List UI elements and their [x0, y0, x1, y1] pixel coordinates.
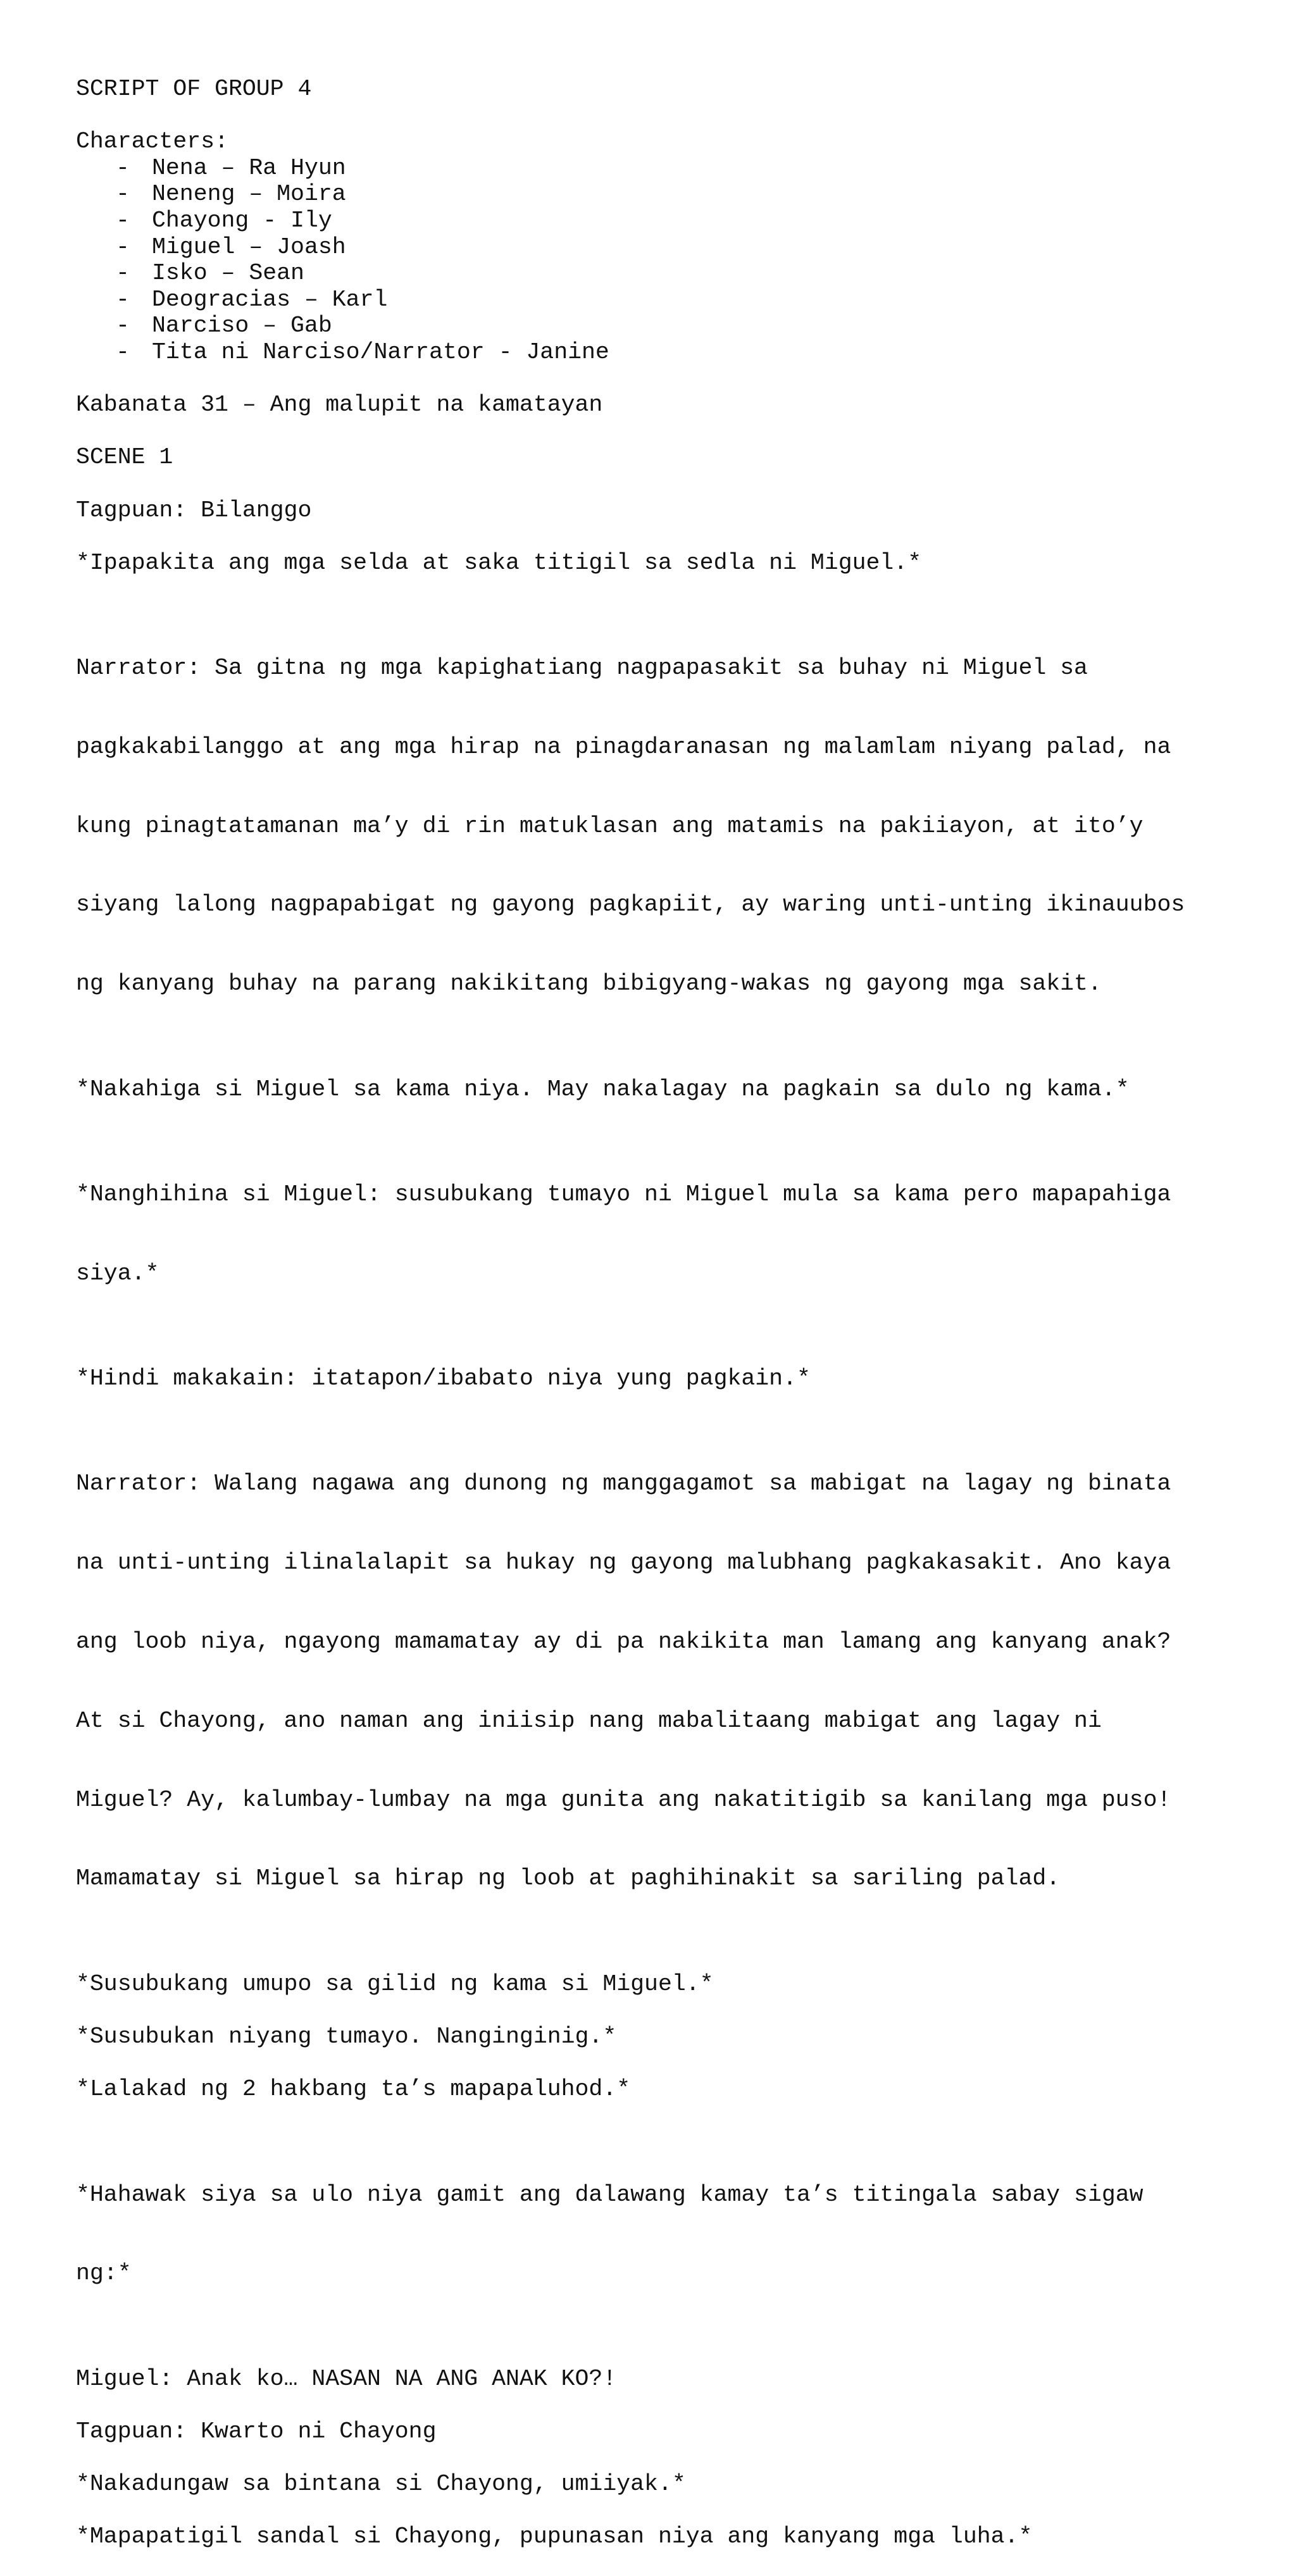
- stage-direction: [76, 1129, 1247, 1340]
- setting-line: Tagpuan: Kwarto ni Chayong: [76, 2418, 437, 2444]
- character-list-item: [76, 339, 1247, 366]
- list-bullet: -: [116, 154, 130, 181]
- text-line: siya.*: [76, 1260, 159, 1286]
- stage-direction: *Lalakad ng 2 hakbang ta’s mapapaluhod.*: [76, 2076, 631, 2103]
- stage-direction: *Ipapakita ang mga selda at saka titigil sa sedla ni Miguel.*: [76, 549, 922, 576]
- scene-heading: SCENE 1: [76, 444, 173, 471]
- text-line: ng:*: [76, 2260, 132, 2287]
- character-entry: Deogracias – Karl: [152, 286, 388, 313]
- setting-line: Tagpuan: Bilanggo: [76, 497, 312, 523]
- characters-heading: Characters:: [76, 128, 228, 155]
- character-entry: Chayong - Ily: [152, 207, 332, 233]
- character-entry: Neneng – Moira: [152, 181, 346, 208]
- text-line: At si Chayong, ano naman ang iniisip nang mabalitaang mabigat ang lagay ni: [76, 1707, 1102, 1734]
- text-line: Narrator: Sa gitna ng mga kapighatiang nagpapasakit sa buhay ni Miguel sa: [76, 655, 1088, 681]
- character-list-item: [76, 155, 1247, 182]
- text-line: na unti-unting ilinalalapit sa hukay ng gayong malubhang pagkakasakit. Ano kaya: [76, 1550, 1171, 1576]
- list-bullet: -: [116, 286, 130, 313]
- list-bullet: -: [116, 181, 130, 208]
- text-line: Narrator: Walang nagawa ang dunong ng manggagamot sa mabigat na lagay ng binata: [76, 1471, 1171, 1497]
- character-list-item: [76, 208, 1247, 234]
- stage-direction: *Hindi makakain: itatapon/ibabato niya yung pagkain.*: [76, 1366, 811, 1392]
- text-line: pagkakabilanggo at ang mga hirap na pinagdaranasan ng malamlam niyang palad, na: [76, 733, 1171, 760]
- text-line: *Nanghihina si Miguel: susubukang tumayo ni Miguel mula sa kama pero mapapahiga: [76, 1181, 1171, 1207]
- text-line: Miguel? Ay, kalumbay-lumbay na mga gunita ang nakatitigib sa kanilang mga puso!: [76, 1786, 1171, 1813]
- character-entry: Narciso – Gab: [152, 313, 332, 339]
- character-entry: Tita ni Narciso/Narrator - Janine: [152, 339, 609, 365]
- dialogue-line: Miguel: Anak ko… NASAN NA ANG ANAK KO?!: [76, 2365, 617, 2392]
- character-list-item: [76, 181, 1247, 208]
- list-bullet: -: [116, 260, 130, 287]
- list-bullet: -: [116, 233, 130, 260]
- document-body: [76, 76, 1247, 2576]
- stage-direction: *Susubukan niyang tumayo. Nanginginig.*: [76, 2023, 617, 2050]
- character-list: [76, 155, 1247, 366]
- narration-paragraph: [76, 1418, 1247, 1944]
- chapter-heading: Kabanata 31 – Ang malupit na kamatayan: [76, 392, 603, 418]
- text-line: *Hahawak siya sa ulo niya gamit ang dalawang kamay ta’s titingala sabay sigaw: [76, 2181, 1143, 2208]
- list-bullet: -: [116, 207, 130, 233]
- character-list-item: [76, 234, 1247, 261]
- stage-direction: [76, 2129, 1247, 2339]
- stage-direction: *Nakahiga si Miguel sa kama niya. May nakalagay na pagkain sa dulo ng kama.*: [76, 1076, 1130, 1102]
- stage-direction: *Susubukang umupo sa gilid ng kama si Miguel.*: [76, 1970, 714, 1997]
- character-list-item: [76, 260, 1247, 287]
- list-bullet: -: [116, 339, 130, 365]
- text-line: Mamamatay si Miguel sa hirap ng loob at paghihinakit sa sariling palad.: [76, 1865, 1061, 1892]
- text-line: ang loob niya, ngayong mamamatay ay di pa nakikita man lamang ang kanyang anak?: [76, 1629, 1171, 1655]
- character-entry: Nena – Ra Hyun: [152, 154, 346, 181]
- character-list-item: [76, 287, 1247, 313]
- stage-direction: *Nakadungaw sa bintana si Chayong, umiiyak.*: [76, 2471, 686, 2498]
- character-entry: Miguel – Joash: [152, 233, 346, 260]
- character-entry: Isko – Sean: [152, 260, 304, 287]
- text-line: siyang lalong nagpapabigat ng gayong pagkapiit, ay waring unti-unting ikinauubos: [76, 892, 1185, 918]
- list-bullet: -: [116, 313, 130, 339]
- script-title: SCRIPT OF GROUP 4: [76, 76, 312, 102]
- stage-direction: *Mapapatigil sandal si Chayong, pupunasan niya ang kanyang mga luha.*: [76, 2523, 1033, 2550]
- text-line: kung pinagtatamanan ma’y di rin matuklasan ang matamis na pakiiayon, at ito’y: [76, 812, 1143, 839]
- narration-paragraph: [76, 602, 1247, 1050]
- text-line: ng kanyang buhay na parang nakikitang bibigyang-wakas ng gayong mga sakit.: [76, 971, 1102, 997]
- character-list-item: [76, 313, 1247, 339]
- characters-section: [76, 128, 1247, 365]
